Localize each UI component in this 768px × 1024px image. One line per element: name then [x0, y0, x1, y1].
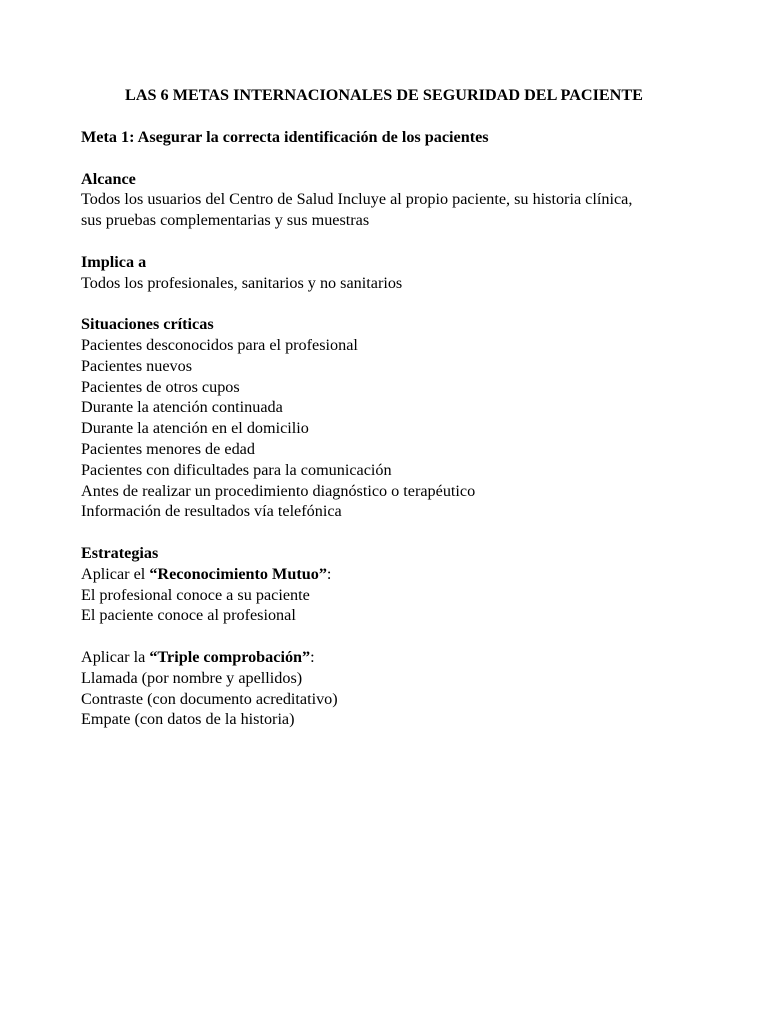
alcance-heading: Alcance [81, 169, 136, 188]
triple-item: Empate (con datos de la historia) [81, 710, 295, 729]
triple-item: Contraste (con documento acreditativo) [81, 689, 338, 708]
spacer [81, 522, 721, 543]
situacion-item: Pacientes de otros cupos [81, 377, 240, 396]
document-body [81, 127, 721, 730]
spacer [81, 148, 721, 169]
implica-heading: Implica a [81, 252, 147, 271]
situaciones-heading: Situaciones críticas [81, 315, 214, 334]
situacion-item: Durante la atención en el domicilio [81, 419, 309, 438]
mutuo-item: El profesional conoce a su paciente [81, 585, 310, 604]
estrategias-heading: Estrategias [81, 543, 159, 562]
mutuo-bold: “Reconocimiento Mutuo” [149, 564, 327, 583]
implica-line: Todos los profesionales, sanitarios y no sanitarios [81, 273, 403, 292]
mutuo-line [81, 564, 721, 585]
alcance-line: Todos los usuarios del Centro de Salud Incluye al propio paciente, su historia clínica, [81, 190, 633, 209]
situacion-item: Pacientes menores de edad [81, 439, 255, 458]
mutuo-suffix: : [326, 564, 332, 583]
triple-prefix: Aplicar la [81, 647, 150, 666]
triple-bold: “Triple comprobación” [149, 647, 311, 666]
triple-suffix: : [310, 647, 315, 666]
situacion-item: Antes de realizar un procedimiento diagnóstico o terapéutico [81, 481, 476, 500]
triple-line [81, 647, 721, 668]
spacer [81, 626, 721, 647]
situacion-item: Durante la atención continuada [81, 398, 283, 417]
meta-heading: Meta 1: Asegurar la correcta identificación de los pacientes [81, 128, 489, 146]
situacion-item: Información de resultados vía telefónica [81, 502, 342, 521]
mutuo-item: El paciente conoce al profesional [81, 606, 296, 625]
alcance-line: sus pruebas complementarias y sus muestras [81, 211, 370, 230]
spacer [81, 293, 721, 314]
situacion-item: Pacientes desconocidos para el profesional [81, 335, 358, 354]
situacion-item: Pacientes nuevos [81, 356, 193, 375]
triple-item: Llamada (por nombre y apellidos) [81, 668, 303, 687]
mutuo-prefix: Aplicar el [81, 564, 150, 583]
document-title: LAS 6 METAS INTERNACIONALES DE SEGURIDAD DEL PACIENTE [125, 86, 643, 104]
situacion-item: Pacientes con dificultades para la comunicación [81, 460, 392, 479]
spacer [81, 231, 721, 252]
